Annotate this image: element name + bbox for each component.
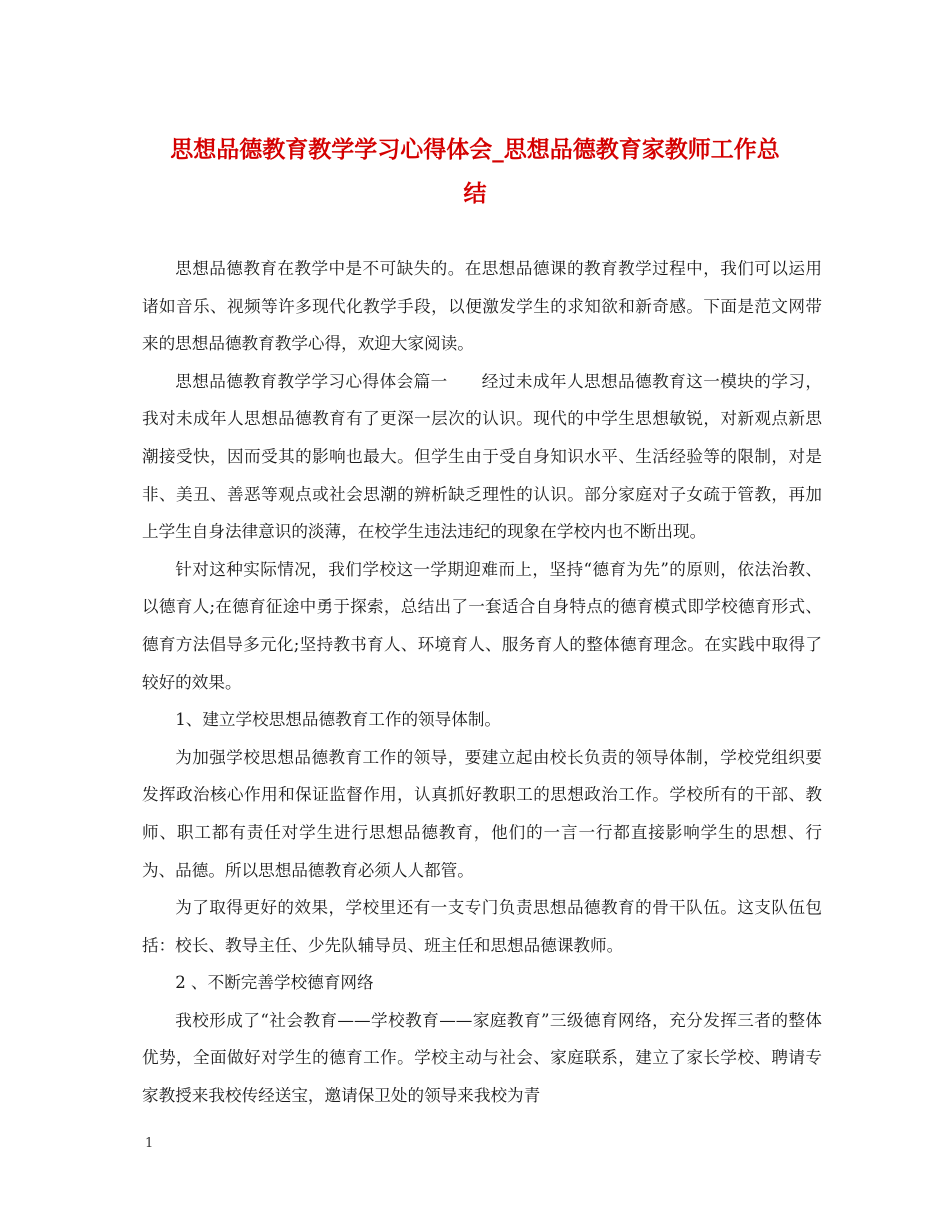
paragraph-leadership: 为加强学校思想品德教育工作的领导，要建立起由校长负责的领导体制，学校党组织要发挥政治核心作用和保证监督作用，认真抓好教职工的思想政治工作。学校所有的干部、教师、职工都有责任对学生进行思想品德教育，他们的一言一行都直接影响学生的思想、行为、品德。所以思想品德教育必须人人都管。 — [142, 747, 822, 880]
paragraph-network: 我校形成了“社会教育——学校教育——家庭教育”三级德育网络，充分发挥三者的整体优势，全面做好对学生的德育工作。学校主动与社会、家庭联系，建立了家长学校、聘请专家教授来我校传经送宝，邀请保卫处的领导来我校为青 — [142, 1010, 822, 1106]
section-heading-1: 1、建立学校思想品德教育工作的领导体制。 — [175, 710, 502, 730]
paragraph-team: 为了取得更好的效果，学校里还有一支专门负责思想品德教育的骨干队伍。这支队伍包括：校长、教导主任、少先队辅导员、班主任和思想品德课教师。 — [142, 898, 822, 955]
paragraph-intro: 思想品德教育在教学中是不可缺失的。在思想品德课的教育教学过程中，我们可以运用诸如音乐、视频等许多现代化教学手段，以便激发学生的求知欲和新奇感。下面是范文网带来的思想品德教育教学心得，欢迎大家阅读。 — [142, 259, 822, 354]
title-line-1: 思想品德教育教学学习心得体会_思想品德教育家教师工作总 — [170, 136, 780, 163]
section-heading-2: 2 、不断完善学校德育网络 — [175, 973, 374, 993]
page-number: 1 — [145, 1136, 154, 1151]
title-line-2: 结 — [463, 180, 487, 207]
document-title — [110, 128, 840, 216]
paragraph-article-one: 思想品德教育教学学习心得体会篇一 经过未成年人思想品德教育这一模块的学习，我对未成年人思想品德教育有了更深一层次的认识。现代的中学生思想敏锐，对新观点新思潮接受快，因而受其的影响也最大。但学生由于受自身知识水平、生活经验等的限制，对是非、美丑、善恶等观点或社会思潮的辨析缺乏理性的认识。部分家庭对子女疏于管教，再加上学生自身法律意识的淡薄，在校学生违法违纪的现象在学校内也不断出现。 — [142, 371, 822, 542]
paragraph-principles: 针对这种实际情况，我们学校这一学期迎难而上，坚持“德育为先”的原则，依法治教、以德育人;在德育征途中勇于探索，总结出了一套适合自身特点的德育模式即学校德育形式、德育方法倡导多元化;坚持教书育人、环境育人、服务育人的整体德育理念。在实践中取得了较好的效果。 — [142, 559, 822, 692]
document-body — [142, 250, 822, 1115]
